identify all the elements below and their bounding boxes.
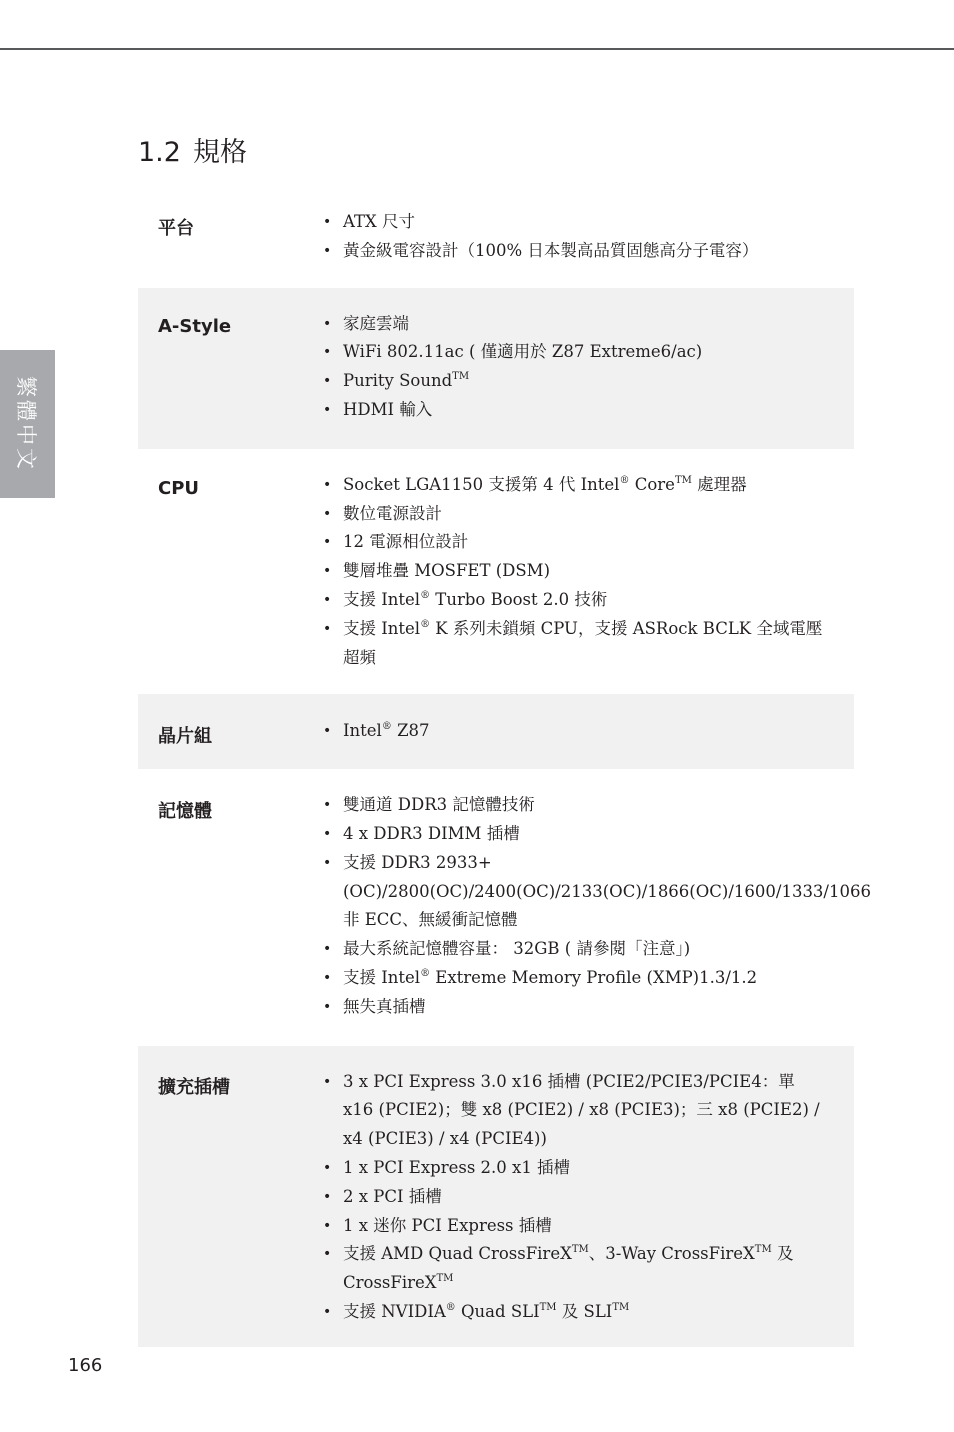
spec-text: WiFi 802.11ac ( 僅適用於 Z87 Extreme6/ac) bbox=[343, 342, 703, 362]
spec-text: Extreme Memory Profile (XMP)1.3/1.2 bbox=[430, 967, 758, 987]
spec-item bbox=[343, 615, 828, 673]
spec-text: 12 電源相位設計 bbox=[343, 532, 469, 552]
spec-text: Purity Sound bbox=[343, 371, 453, 391]
header-rule bbox=[0, 48, 954, 50]
spec-label: A-Style bbox=[158, 315, 232, 337]
spec-text: Socket LGA1150 支援第 4 代 Intel bbox=[343, 474, 620, 494]
spec-item bbox=[343, 471, 828, 500]
superscript-mark: ® bbox=[445, 1301, 456, 1313]
spec-list bbox=[343, 791, 871, 1021]
spec-text: 雙層堆疊 MOSFET (DSM) bbox=[343, 561, 551, 581]
spec-text: 數位電源設計 bbox=[343, 503, 442, 523]
spec-item bbox=[343, 310, 828, 339]
spec-row-chipset bbox=[138, 694, 854, 769]
spec-text: 最大系統記憶體容量： 32GB ( 請參閱「注意」) bbox=[343, 939, 691, 959]
spec-item bbox=[343, 338, 828, 367]
spec-label: CPU bbox=[158, 477, 200, 499]
section-number: 1.2 bbox=[138, 137, 181, 168]
spec-item bbox=[343, 557, 828, 586]
spec-row-a-style bbox=[138, 288, 854, 449]
spec-list bbox=[343, 310, 828, 425]
superscript-mark: TM bbox=[539, 1301, 557, 1313]
spec-item bbox=[343, 1183, 828, 1212]
spec-item bbox=[343, 717, 828, 746]
spec-item bbox=[343, 208, 828, 237]
spec-list bbox=[343, 1068, 828, 1327]
spec-text: 及 CrossFireX bbox=[343, 1244, 794, 1293]
spec-row-cpu bbox=[138, 449, 854, 695]
superscript-mark: TM bbox=[436, 1273, 454, 1285]
spec-table bbox=[138, 194, 871, 1347]
spec-text: 支援 AMD Quad CrossFireX bbox=[343, 1244, 572, 1264]
superscript-mark: TM bbox=[571, 1244, 589, 1256]
section-heading: 規格 bbox=[192, 137, 247, 168]
superscript-mark: ® bbox=[420, 589, 431, 601]
spec-text: 支援 Intel bbox=[343, 589, 421, 609]
spec-text: 處理器 bbox=[691, 474, 747, 494]
spec-text: 4 x DDR3 DIMM 插槽 bbox=[343, 823, 520, 843]
spec-text: Quad SLI bbox=[455, 1301, 540, 1321]
spec-item bbox=[343, 1154, 828, 1183]
section-title bbox=[138, 130, 247, 169]
spec-text: 支援 Intel bbox=[343, 967, 421, 987]
spec-label: 晶片組 bbox=[158, 726, 212, 748]
page-number: 166 bbox=[68, 1355, 103, 1376]
spec-item bbox=[343, 528, 828, 557]
spec-row-memory bbox=[138, 769, 871, 1045]
spec-list bbox=[343, 208, 828, 266]
spec-text: 及 SLI bbox=[556, 1301, 613, 1321]
spec-item bbox=[343, 586, 828, 615]
spec-list bbox=[343, 717, 828, 746]
spec-item bbox=[343, 396, 828, 425]
superscript-mark: ® bbox=[420, 618, 431, 630]
language-side-tab bbox=[0, 350, 55, 498]
spec-item bbox=[343, 820, 828, 849]
spec-item bbox=[343, 1240, 828, 1298]
spec-text: Core bbox=[629, 474, 675, 494]
spec-item bbox=[343, 964, 828, 993]
spec-text: 3 x PCI Express 3.0 x16 插槽 (PCIE2/PCIE3/PCIE4：單 x16 (PCIE2)；雙 x8 (PCIE2) / x8 (PCIE3)；三 x8 (PCIE2) / x4 (PCIE3) / x4 (PCIE4)) bbox=[343, 1071, 820, 1149]
spec-label: 記憶體 bbox=[158, 801, 212, 823]
spec-item bbox=[343, 791, 828, 820]
spec-text: 1 x 迷你 PCI Express 插槽 bbox=[343, 1215, 552, 1235]
spec-text: K 系列未鎖頻 CPU，支援 ASRock BCLK 全域電壓超頻 bbox=[343, 618, 823, 667]
spec-text: 支援 Intel bbox=[343, 618, 421, 638]
spec-label: 平台 bbox=[158, 218, 194, 239]
superscript-mark: ® bbox=[619, 474, 630, 486]
spec-text: 家庭雲端 bbox=[343, 313, 409, 333]
spec-list bbox=[343, 471, 828, 673]
superscript-mark: TM bbox=[452, 371, 470, 383]
spec-text: Turbo Boost 2.0 技術 bbox=[430, 589, 608, 609]
spec-item bbox=[343, 367, 828, 396]
spec-item bbox=[343, 935, 828, 964]
spec-item bbox=[343, 500, 828, 529]
spec-text: 支援 DDR3 2933+(OC)/2800(OC)/2400(OC)/2133(OC)/1866(OC)/1600/1333/1066 非 ECC、無緩衝記憶體 bbox=[343, 852, 871, 930]
superscript-mark: TM bbox=[754, 1244, 772, 1256]
spec-text: 2 x PCI 插槽 bbox=[343, 1186, 442, 1206]
spec-label: 擴充插槽 bbox=[158, 1076, 230, 1098]
spec-text: 、3-Way CrossFireX bbox=[588, 1244, 755, 1264]
language-tab-label: 繁體中文 bbox=[14, 376, 38, 472]
spec-item bbox=[343, 1212, 828, 1241]
superscript-mark: TM bbox=[674, 474, 692, 486]
spec-row-expansion-slots bbox=[138, 1046, 854, 1347]
spec-item bbox=[343, 849, 871, 935]
spec-item bbox=[343, 237, 828, 266]
superscript-mark: TM bbox=[612, 1301, 630, 1313]
spec-item bbox=[343, 1068, 828, 1154]
spec-text: 雙通道 DDR3 記憶體技術 bbox=[343, 795, 535, 815]
spec-item bbox=[343, 993, 828, 1022]
spec-text: 無失真插槽 bbox=[343, 996, 426, 1016]
spec-text: ATX 尺寸 bbox=[343, 212, 416, 231]
spec-text: HDMI 輸入 bbox=[343, 399, 433, 419]
spec-text: Z87 bbox=[391, 721, 430, 741]
spec-item bbox=[343, 1298, 828, 1327]
superscript-mark: ® bbox=[381, 721, 392, 733]
superscript-mark: ® bbox=[420, 967, 431, 979]
spec-text: Intel bbox=[343, 721, 382, 741]
spec-text: 支援 NVIDIA bbox=[343, 1301, 446, 1321]
spec-text: 1 x PCI Express 2.0 x1 插槽 bbox=[343, 1157, 571, 1177]
spec-row-platform bbox=[138, 194, 854, 288]
spec-text: 黃金級電容設計（100% 日本製高品質固態高分子電容） bbox=[343, 240, 759, 260]
